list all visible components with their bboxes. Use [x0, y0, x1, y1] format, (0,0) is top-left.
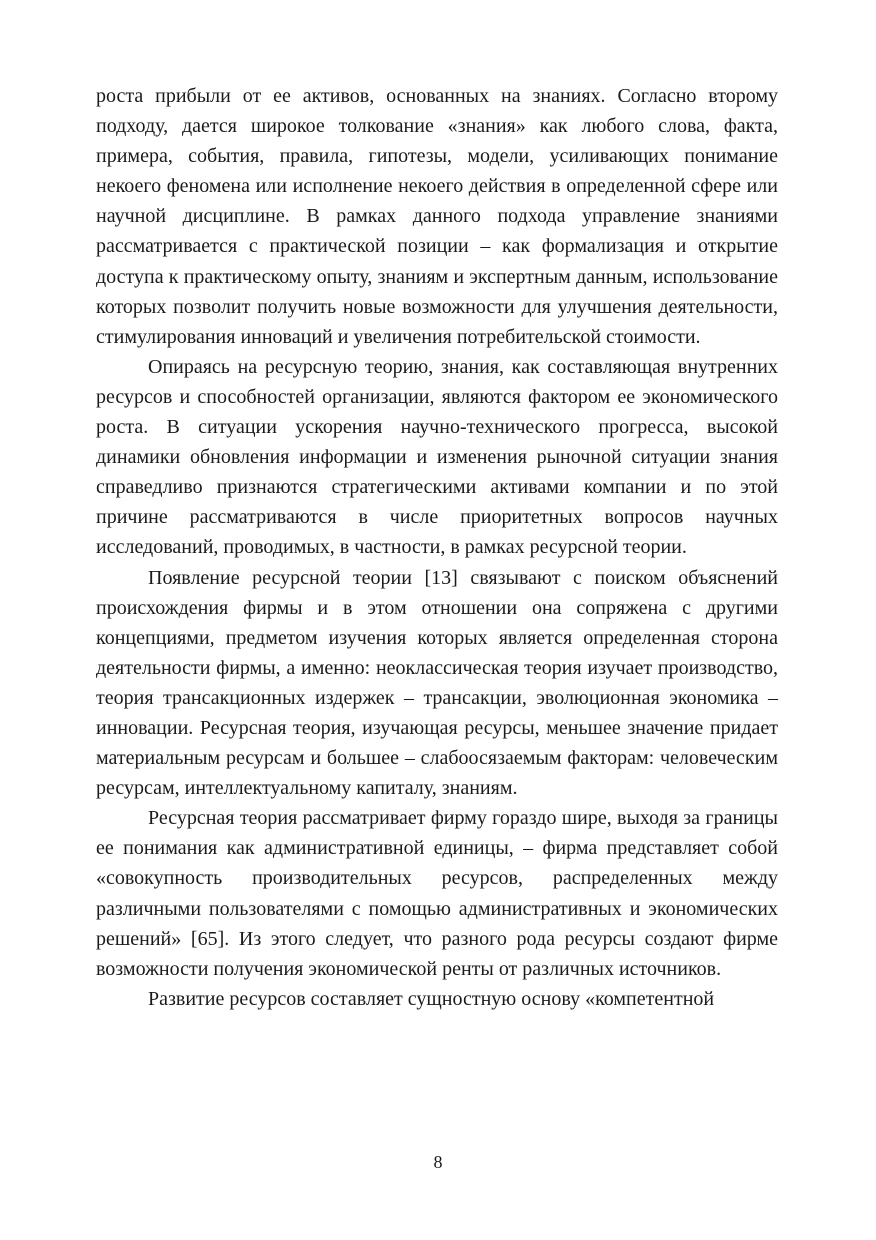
paragraph-3: Появление ресурсной теории [13] связывают с поиском объяснений происхождения фирмы и в этом отношении она сопряжена с другими концепциями, предметом изучения которых является определенная сторона деятельности фирмы, а именно: неоклассическая теория изучает производство, теория трансакционных издержек – трансакции, эволюционная экономика – инновации. Ресурсная теория, изучающая ресурсы, меньшее значение придает материальным ресурсам и большее – слабоосязаемым факторам: человеческим ресурсам, интеллектуальному капиталу, знаниям. — [96, 566, 778, 800]
paragraph-2: Опираясь на ресурсную теорию, знания, как составляющая внутренних ресурсов и способностей организации, являются фактором ее экономического роста. В ситуации ускорения научно-технического прогресса, высокой динамики обновления информации и изменения рыночной ситуации знания справедливо признаются стратегическими активами компании и по этой причине рассматриваются в числе приоритетных вопросов научных исследований, проводимых, в частности, в рамках ресурсной теории. — [96, 355, 778, 559]
page-number: 8 — [433, 1152, 443, 1172]
paragraph-1: роста прибыли от ее активов, основанных на знаниях. Согласно второму подходу, дается широкое толкование «знания» как любого слова, факта, примера, события, правила, гипотезы, модели, усиливающих понимание некоего феномена или исполнение некоего действия в определенной сфере или научной дисциплине. В рамках данного подхода управление знаниями рассматривается с практической позиции – как формализация и открытие доступа к практическому опыту, знаниям и экспертным данным, использование которых позволит получить новые возможности для улучшения деятельности, стимулирования инноваций и увеличения потребительской стоимости. — [96, 85, 778, 348]
page-body — [96, 81, 778, 1014]
paragraph-5: Развитие ресурсов составляет сущностную основу «компетентной — [148, 987, 715, 1010]
paragraph-4: Ресурсная теория рассматривает фирму гораздо шире, выходя за границы ее понимания как административной единицы, – фирма представляет собой «совокупность производительных ресурсов, распределенных между различными пользователями с помощью административных и экономических решений» [65]. Из этого следует, что разного рода ресурсы создают фирме возможности получения экономической ренты от различных источников. — [96, 807, 778, 980]
